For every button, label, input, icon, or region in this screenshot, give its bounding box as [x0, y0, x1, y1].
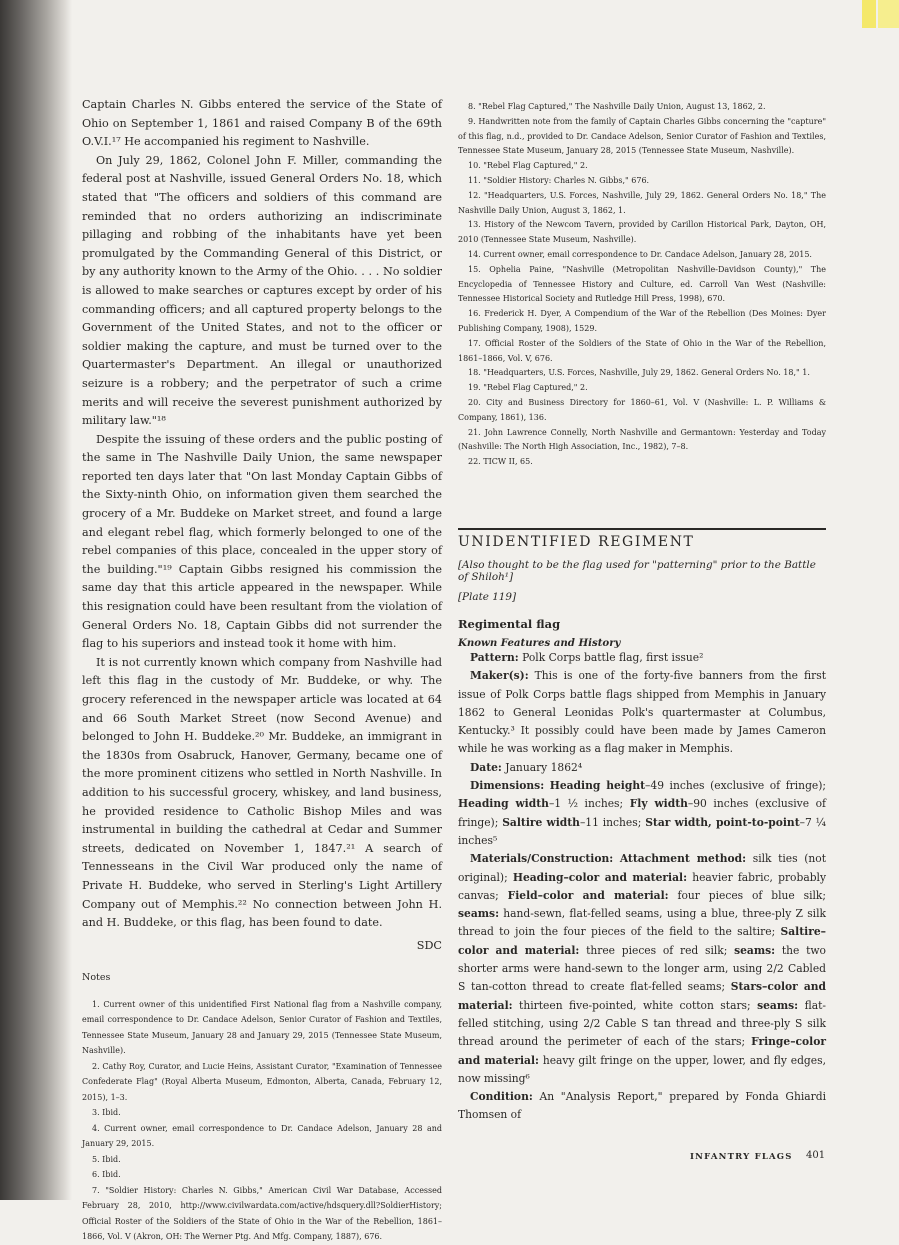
- binding-gutter-shadow: [0, 0, 72, 1200]
- section-title: UNIDENTIFIED REGIMENT: [458, 534, 695, 550]
- endnote: 12. "Headquarters, U.S. Forces, Nashville, July 29, 1862. General Orders No. 18," The Nashville Daily Union, August 3, 1862, 1.: [458, 190, 826, 215]
- left-column: [82, 96, 442, 1245]
- subsection-heading: Regimental flag: [458, 617, 561, 631]
- endnote: 16. Frederick H. Dyer, A Compendium of the War of the Rebellion (Des Moines: Dyer Publishing Company, 1908), 1529.: [458, 309, 826, 333]
- notes-heading: Notes: [82, 971, 111, 983]
- endnote: 17. Official Roster of the Soldiers of the State of Ohio in the War of the Rebellion, 1861–1866, Vol. V, 676.: [458, 338, 826, 363]
- entry-date: Date: January 1862⁴: [470, 760, 583, 774]
- body-paragraph: On July 29, 1862, Colonel John F. Miller, commanding the federal post at Nashville, issued General Orders No. 18, which stated that "The officers and soldiers of this command are reminded that no orders authorizing an indiscriminate pillaging and robbing of the inhabitants have yet been promulgated by the Commanding General of this District, or by any authority known to the Army of the Ohio. . . . No soldier is allowed to make searches or captures except by order of his commanding officers; and all captured property belongs to the Government of the United States, and not to the officer or soldier making the capture, and must be turned over to the Quartermaster's Department. An illegal or unauthorized seizure is a robbery; and the perpetrator of such a crime merits and will receive the severest punishment authorized by military law."¹⁸: [82, 153, 442, 428]
- sticky-tab: [862, 0, 876, 28]
- sticky-tab: [878, 0, 899, 28]
- endnote: 13. History of the Newcom Tavern, provided by Carillon Historical Park, Dayton, OH, 2010 (Tennessee State Museum, Nashville).: [458, 220, 826, 245]
- entry-maker: Maker(s): This is one of the forty-five banners from the first issue of Polk Corps battle flags shipped from Memphis in January 1862 to General Leonidas Polk's quartermaster at Columbus, Kentucky.³ It possibly could have been made by James Cameron while he was working as a flag maker in Memphis.: [458, 669, 826, 756]
- endnote: 9. Handwritten note from the family of Captain Charles Gibbs concerning the "capture" of this flag, n.d., provided to Dr. Candace Adelson, Senior Curator of Fashion and Textiles, Tennessee State Museum, January 28, 2015 (Tennessee State Museum, Nashville).: [458, 116, 826, 156]
- endnote: 14. Current owner, email correspondence to Dr. Candace Adelson, January 28, 2015.: [468, 249, 812, 259]
- endnote: 20. City and Business Directory for 1860–61, Vol. V (Nashville: L. P. Williams & Company, 1861), 136.: [458, 397, 826, 422]
- endnote: 22. TICW II, 65.: [468, 457, 533, 467]
- body-paragraph: Captain Charles N. Gibbs entered the service of the State of Ohio on September 1, 1861 and raised Company B of the 69th O.V.I.¹⁷ He accompanied his regiment to Nashville.: [82, 98, 442, 149]
- author-initials: SDC: [416, 938, 442, 952]
- entry-condition: Condition: An "Analysis Report," prepared by Fonda Ghiardi Thomsen of: [458, 1090, 826, 1122]
- section-subtitle: [Also thought to be the flag used for "patterning" prior to the Battle of Shiloh¹]: [458, 559, 816, 583]
- body-paragraph: It is not currently known which company from Nashville had left this flag in the custody of Mr. Buddeke, or why. The grocery referenced in the newspaper article was located at 64 and 66 South Market Street (now Second Avenue) and belonged to John H. Buddeke.²⁰ Mr. Buddeke, an immigrant in the 1830s from Osabruck, Hanover, Germany, became one of the more prominent citizens who settled in North Nashville. In addition to his successful grocery, whiskey, and land business, he provided residence to Catholic Bishop Miles and was instrumental in building the cathedral at Cedar and Summer streets, dedicated on November 1, 1847.²¹ A search of Tennesseans in the Civil War produced only the name of Private H. Buddeke, who served in Sterling's Light Artillery Company out of Memphis.²² No connection between John H. and H. Buddeke, or this flag, has been found to date.: [82, 655, 442, 930]
- endnote: 2. Cathy Roy, Curator, and Lucie Heins, Assistant Curator, "Examination of Tennessee Confederate Flag" (Royal Alberta Museum, Edmonton, Alberta, Canada, February 12, 2015), 1–3.: [82, 1061, 442, 1102]
- endnote: 1. Current owner of this unidentified First National flag from a Nashville company, email correspondence to Dr. Candace Adelson, Senior Curator of Fashion and Textiles, Tennessee State Museum, January 28 and January 29, 2015 (Tennessee State Museum, Nashville).: [82, 999, 442, 1056]
- page-number: 401: [806, 1150, 826, 1161]
- plate-reference: [Plate 119]: [458, 591, 517, 603]
- section-divider: [458, 528, 826, 530]
- endnote: 18. "Headquarters, U.S. Forces, Nashville, July 29, 1862. General Orders No. 18," 1.: [468, 368, 810, 378]
- entry-pattern: Pattern: Polk Corps battle flag, first issue²: [470, 651, 704, 664]
- body-paragraph: Despite the issuing of these orders and the public posting of the same in The Nashville Daily Union, the same newspaper reported ten days later that "On last Monday Captain Gibbs of the Sixty-ninth Ohio, on information given them searched the grocery of a Mr. Buddeke on Market street, and found a large and elegant rebel flag, which formerly belonged to one of the rebel companies of this place, concealed in the upper story of the building."¹⁹ Captain Gibbs resigned his commission the same day that this article appeared in the newspaper. While this resignation could have been resultant from the violation of General Orders No. 18, Captain Gibbs did not surrender the flag to his superiors and instead took it home with him.: [82, 432, 442, 651]
- endnote: 10. "Rebel Flag Captured," 2.: [468, 161, 588, 171]
- entry-dimensions: Dimensions: Heading height–49 inches (exclusive of fringe); Heading width–1 ½ inches; Fly width–90 inches (exclusive of fringe); Saltire width–11 inches; Star width, point-to-point–7 ¼ inches⁵: [458, 779, 827, 847]
- endnote: 19. "Rebel Flag Captured," 2.: [468, 383, 588, 393]
- entry-materials: Materials/Construction: Attachment method: silk ties (not original); Heading–color and material: heavier fabric, probably canvas; Field–color and material: four pieces of blue silk; seams: hand-sewn, flat-felled seams, using a blue, three-ply Z silk thread to join the four pieces of the field to the saltire; Saltire–color and material: three pieces of red silk; seams: the two shorter arms were hand-sewn to the longer arm, using 2/2 Cabled S tan-cotton thread to create flat-felled seams; Stars–color and material: thirteen five-pointed, white cotton stars; seams: flat-felled stitching, using 2/2 Cable S tan thread and three-ply S silk thread around the perimeter of each of the stars; Fringe–color and material: heavy gilt fringe on the upper, lower, and fly edges, now missing⁶: [458, 852, 827, 1085]
- endnote: 8. "Rebel Flag Captured," The Nashville Daily Union, August 13, 1862, 2.: [468, 102, 766, 111]
- subsection-subheading: Known Features and History: [458, 637, 621, 649]
- regiment-section: [458, 534, 826, 1125]
- endnote: 15. Ophelia Paine, "Nashville (Metropolitan Nashville-Davidson County)," The Encyclopedia of Tennessee History and Culture, ed. Carroll Van West (Nashville: Tennessee Historical Society and Rutledge Hill Press, 1998), 670.: [458, 264, 826, 304]
- endnote: 11. "Soldier History: Charles N. Gibbs," 676.: [468, 175, 650, 185]
- endnote: 21. John Lawrence Connelly, North Nashville and Germantown: Yesterday and Today (Nashville: The North High Association, Inc., 1982), 7–8.: [458, 427, 826, 452]
- running-head: INFANTRY FLAGS: [690, 1152, 793, 1162]
- endnote: 7. "Soldier History: Charles N. Gibbs," American Civil War Database, Accessed February 28, 2010, http://www.civilwardata.com/active/hdsquery.dll?SoldierHistory; Official Roster of the Soldiers of the State of Ohio in the War of the Rebellion, 1861–1866, Vol. V (Akron, OH: The Werner Ptg. And Mfg. Company, 1887), 676.: [82, 1185, 442, 1242]
- right-column-notes: [458, 100, 826, 470]
- endnote: 3. Ibid.: [92, 1108, 121, 1118]
- endnote: 4. Current owner, email correspondence to Dr. Candace Adelson, January 28 and January 29, 2015.: [82, 1123, 442, 1149]
- endnote: 6. Ibid.: [92, 1170, 121, 1180]
- endnote: 5. Ibid.: [92, 1154, 121, 1164]
